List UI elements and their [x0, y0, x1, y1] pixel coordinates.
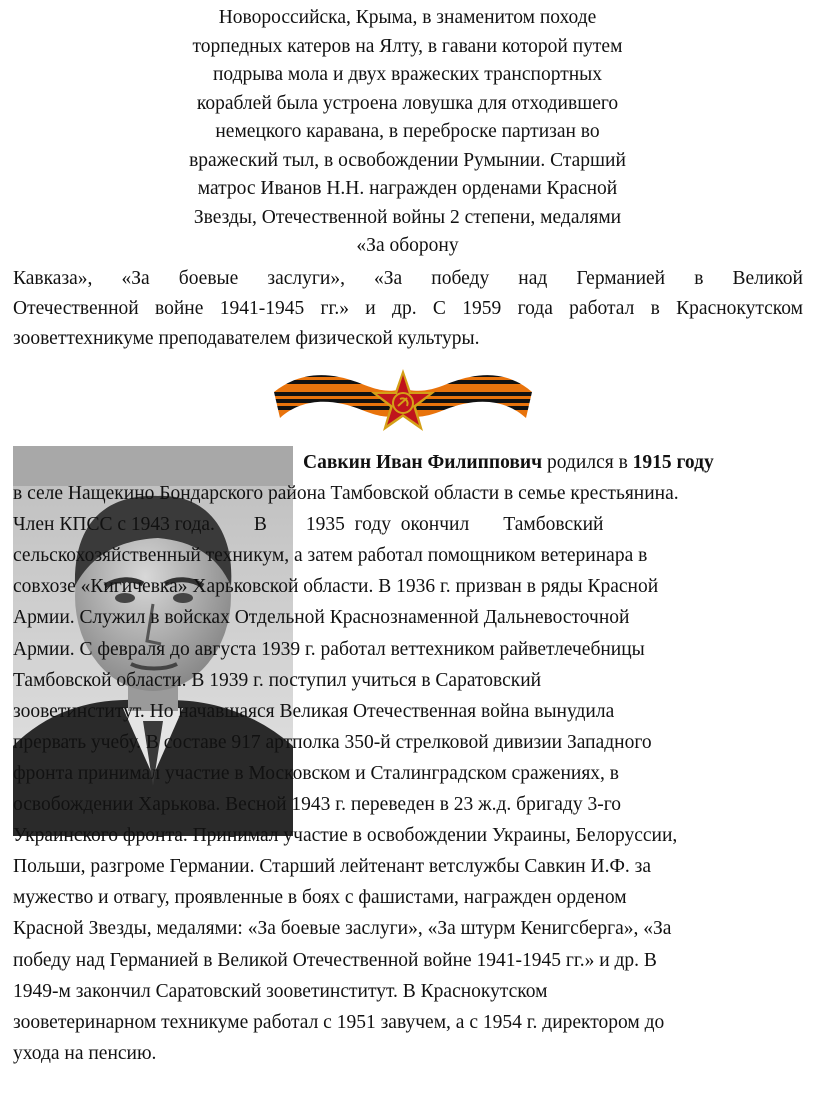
text-line: матрос Иванов Н.Н. награжден орденами Красной [197, 178, 618, 199]
text-line: зооветеринарном техникуме работал с 1951 завучем, а с 1954 г. директором до [13, 1011, 665, 1033]
text-line: 1949-м закончил Саратовский зооветинститут. В Краснокутском [13, 980, 548, 1002]
text-line: Тамбовской области. В 1939 г. поступил учиться в Саратовский [13, 669, 542, 691]
text-line: зооветинститут. Но начавшаяся Великая Отечественная война вынудила [13, 700, 615, 722]
text-line: торпедных катеров на Ялту, в гавани которой путем [192, 35, 623, 57]
st-george-ribbon-icon [272, 362, 534, 440]
text-line: Кавказа», «За боевые заслуги», «За победу над Германией в Великой [13, 268, 803, 289]
text-line: Красной Звезды, медалями: «За боевые заслуги», «За штурм Кенигсберга», «За [13, 918, 672, 940]
intro-centered-text [140, 4, 675, 261]
text-line: Новороссийска, Крыма, в знаменитом походе [218, 7, 597, 28]
text-line: ухода на пенсию. [13, 1042, 157, 1064]
text-line: Отечественной войне 1941-1945 гг.» и др. С 1959 года работал в Краснокутском [13, 298, 803, 319]
born-text: родился в [542, 452, 633, 473]
born-year: 1915 году [632, 452, 714, 473]
text-line: в селе Нащекино Бондарского района Тамбовской области в семье крестьянина. [13, 483, 679, 505]
text-line: совхозе «Кигичевка» Харьковской области. В 1936 г. призван в ряды Красной [13, 576, 659, 598]
bio-first-line [13, 447, 803, 478]
text-line: победу над Германией в Великой Отечественной войне 1941-1945 гг.» и др. В [13, 949, 657, 971]
text-line: кораблей была устроена ловушка для отходившего [196, 92, 619, 114]
text-line: Армии. С февраля до августа 1939 г. работал веттехником райветлечебницы [13, 638, 645, 660]
text-line: немецкого каравана, в переброске партизан во [215, 121, 600, 142]
text-line: освобождении Харькова. Весной 1943 г. переведен в 23 ж.д. бригаду 3-го [13, 794, 621, 816]
biography-paragraph [13, 447, 803, 1069]
text-line: вражеский тыл, в освобождении Румынии. Старший [189, 149, 626, 171]
text-line: Звезды, Отечественной войны 2 степени, медалями [193, 206, 622, 228]
text-line: прервать учебу. В составе 917 артполка 350-й стрелковой дивизии Западного [13, 731, 652, 753]
person-name: Савкин Иван Филиппович [303, 452, 543, 473]
text-line: «За оборону [356, 235, 459, 256]
text-line: Армии. Служил в войсках Отдельной Краснознаменной Дальневосточной [13, 607, 630, 629]
text-line: Член КПСС с 1943 года. В 1935 году окончил Тамбовский [13, 514, 604, 536]
text-line: мужество и отвагу, проявленные в боях с фашистами, награжден орденом [13, 887, 627, 909]
text-line: Украинского фронта. Принимал участие в освобождении Украины, Белоруссии, [13, 825, 678, 847]
intro-continuation-paragraph [13, 264, 803, 354]
text-line: сельскохозяйственный техникум, а затем работал помощником ветеринара в [13, 545, 648, 567]
text-line: фронта принимал участие в Московском и Сталинградском сражениях, в [13, 762, 620, 784]
text-line: подрыва мола и двух вражеских транспортных [212, 64, 603, 85]
text-line: зооветтехникуме преподавателем физической культуры. [13, 328, 480, 349]
text-line: Польши, разгроме Германии. Старший лейтенант ветслужбы Савкин И.Ф. за [13, 856, 651, 878]
